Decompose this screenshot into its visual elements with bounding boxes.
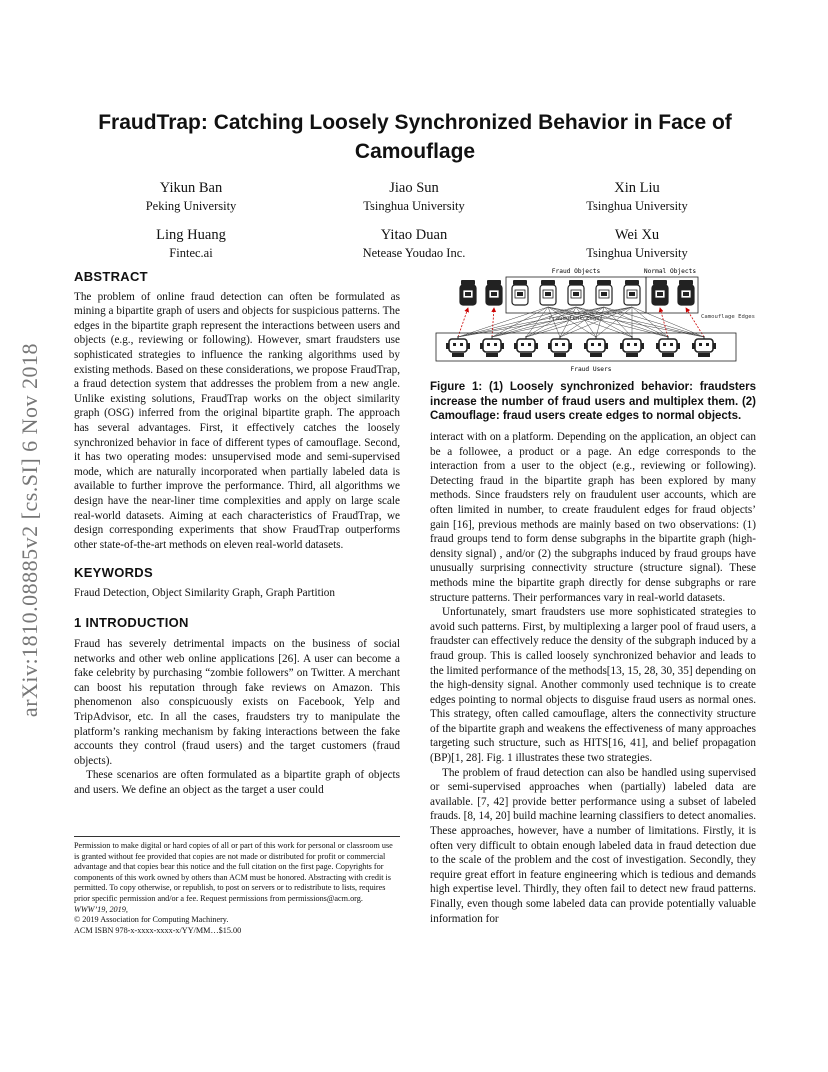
normal-object-icon [678, 280, 694, 305]
author-name: Yitao Duan [380, 227, 448, 243]
fraudulent-edge [492, 307, 632, 337]
author-1 [91, 179, 291, 215]
author-name: Jiao Sun [389, 180, 439, 196]
copyright-line: © 2019 Association for Computing Machinery. [74, 915, 229, 925]
abstract-heading: ABSTRACT [74, 269, 148, 284]
author-name: Xin Liu [614, 180, 660, 196]
right-column [430, 430, 756, 926]
intro-paragraph-1: Fraud has severely detrimental impacts on the business of social networks and other web online applications [26]. A user can become a fake celebrity by purchasing “zombie followers” on Twitter. A merchant can boost his reputation through fake reviews on Amazon. This phenomenon also conspicuously exists on Facebook, Yelp and TripAdvisor, etc. In all the cases, fraudsters try to manipulate the platform’s ranking mechanism by faking interactions between the fake accounts they control (fraud users) and the target customers (fraud objects). [74, 638, 400, 767]
intro-paragraph-2: These scenarios are often formulated as a bipartite graph of objects and users. We define an object as the target a user could [74, 769, 400, 796]
conference-line: WWW’19, 2019, [74, 904, 128, 914]
author-affiliation: Tsinghua University [586, 199, 688, 213]
fraud-user-icon [584, 336, 608, 357]
fraud-object-icon [624, 280, 640, 305]
right-paragraph-3: The problem of fraud detection can also be handled using supervised or semi-supervised approaches when (partially) labeled data are available. [7, 42] provide better performance using a subset of labeled frauds. [8, 14, 20] build machine learning classifiers to detect anomalies. These approaches, however, have a number of limitations. Firstly, it is often very difficult to obtain enough labeled data in fraud detection due to the scale of the problem and the cost of investigation. Secondly, they require great effort in feature engineering which is tedious and demands high expertise level. Thirdly, they often fail to detect new fraud patterns. Finally, even though some labeled data can provide potentially valuable information for [430, 766, 756, 925]
left-column [74, 270, 400, 798]
figure-1-caption: Figure 1: (1) Loosely synchronized behavior: fraudsters increase the number of fraud users and multiplex them. (2) Camouflage: fraud users create edges to normal objects. [430, 381, 756, 423]
fraud-user-icon [514, 336, 538, 357]
fraud-object-icon [512, 280, 528, 305]
author-affiliation: Peking University [145, 199, 237, 213]
author-affiliation: Netease Youdao Inc. [362, 246, 466, 260]
footnote-rule [74, 836, 400, 837]
fraud-object-icon [596, 280, 612, 305]
fraud-user-icon [446, 336, 470, 357]
fraud-object-icon-outside [486, 280, 502, 305]
fraudulent-edge [492, 307, 604, 337]
author-affiliation: Tsinghua University [586, 246, 688, 260]
author-5 [314, 226, 514, 262]
fraudulent-edges-label: Fraudulent Edges [549, 316, 603, 322]
fraud-object-icon-outside [460, 280, 476, 305]
introduction-heading: 1 INTRODUCTION [74, 615, 189, 631]
permission-notice: Permission to make digital or hard copies of all or part of this work for personal or classroom use is granted without fee provided that copies are not made or distributed for profit or commercial advantage and that copies bear this notice and the full citation on the first page. Copyrights for components of this work owned by others than ACM must be honored. Abstracting with credit is permitted. To copy otherwise, or republish, to post on servers or to redistribute to lists, requires prior specific permission and/or a fee. Request permissions from permissions@acm.org. [74, 841, 393, 903]
author-name: Yikun Ban [159, 180, 223, 196]
copyright-footnote [74, 836, 400, 936]
author-4 [91, 226, 291, 262]
fraud-user-icon [620, 336, 644, 357]
camouflage-edges-label: Camouflage Edges [701, 314, 755, 320]
fraud-users-label: Fraud Users [570, 366, 612, 373]
normal-objects-label: Normal Objects [643, 268, 697, 275]
normal-object-icon [652, 280, 668, 305]
fraudulent-edge [576, 307, 704, 337]
author-2 [314, 179, 514, 215]
keywords-text: Fraud Detection, Object Similarity Graph, Graph Partition [74, 586, 335, 599]
fraudulent-edge [576, 307, 632, 337]
fraud-user-icon [480, 336, 504, 357]
keywords-heading: KEYWORDS [74, 565, 153, 581]
right-paragraph-1: interact with on a platform. Depending on the application, an object can be a followee, a product or a page. An edge corresponds to the interaction from a user to the object (e.g., reviewing or following). Detecting fraud in the bipartite graph has been explored by many methods. Since fraudsters rely on fraudulent user accounts, which are often limited in number, to create fraudulent edges for fraud objects’ gain [16], previous methods are mainly based on two observations: (1) fraud groups tend to form dense subgraphs in the bipartite graph (high-density signal) , and/or (2) the subgraphs induced by fraud groups have unusually surprising connectivity structure (structure signal). These methods mine the bipartite graph directly for dense subgraphs or rare structure patterns. Their performances vary in real-world datasets. [430, 431, 756, 604]
arxiv-sidebar [8, 300, 52, 760]
figure-1-diagram [428, 262, 758, 374]
author-6 [537, 226, 737, 262]
fraudulent-edge [632, 307, 704, 337]
right-paragraph-2: Unfortunately, smart fraudsters use more sophisticated strategies to avoid such patterns. First, by multiplexing a larger pool of fraud users, a fraudster can effectively reduce the density of the subgraph induced by a fraud group. This is called loosely synchronized behavior and leads to the limited performance of the methods[13, 15, 28, 30, 35] depending on the high-density signal. Another commonly used technique is to create edges pointing to normal objects to disguise fraud users as normal ones. This strategy, often called camouflage, alters the connectivity structure of the bipartite graph and weakens the effectiveness of many approaches targeting such structure, such as HITS[16, 41], and belief propagation (BP)[1, 28]. Fig. 1 illustrates these two strategies. [430, 606, 756, 765]
author-3 [537, 179, 737, 215]
author-affiliation: Tsinghua University [363, 199, 465, 213]
fraud-objects-label: Fraud Objects [551, 268, 601, 275]
author-affiliation: Fintec.ai [169, 246, 213, 260]
fraud-user-icon [692, 336, 716, 357]
fraudulent-edge [604, 307, 668, 337]
fraud-user-icon [656, 336, 680, 357]
abstract-text: The problem of online fraud detection can often be formulated as mining a bipartite graph of users and objects for suspicious patterns. The edges in the bipartite graph represent the interactions between users and objects (e.g., reviewing or following). However, smart fraudsters use sophisticated strategies to influence the ranking algorithms used by existing methods. Based on these considerations, we propose FraudTrap, a fraud detection system that addresses the problem from a new angle. Unlike existing solutions, FraudTrap works on the object similarity graph (OSG) inferred from the original bipartite graph. The approach has several advantages. First, it effectively catches the loosely synchronized behavior in face of different types of camouflage. Second, it has two operating modes: unsupervised mode and semi-supervised mode, which are naturally incorporated when partially labeled data is available to further improve the performance. Third, all algorithms we design have the near-liner time complexities and apply on large scale real-world datasets. Aiming at each characteristics of FraudTrap, we design corresponding experiments that show FraudTrap outperforms other state-of-the-art methods on eleven real-world datasets. [74, 290, 400, 551]
paper-title: FraudTrap: Catching Loosely Synchronized Behavior in Face of Camouflage [98, 111, 732, 163]
isbn-line: ACM ISBN 978-x-xxxx-xxxx-x/YY/MM…$15.00 [74, 925, 242, 935]
fraud-object-icon [540, 280, 556, 305]
author-name: Wei Xu [614, 227, 660, 243]
arxiv-identifier: arXiv:1810.08885v2 [cs.SI] 6 Nov 2018 [17, 342, 42, 718]
author-name: Ling Huang [156, 227, 226, 243]
fraud-object-icon [568, 280, 584, 305]
fraudulent-edge [492, 307, 548, 337]
fraud-user-icon [548, 336, 572, 357]
